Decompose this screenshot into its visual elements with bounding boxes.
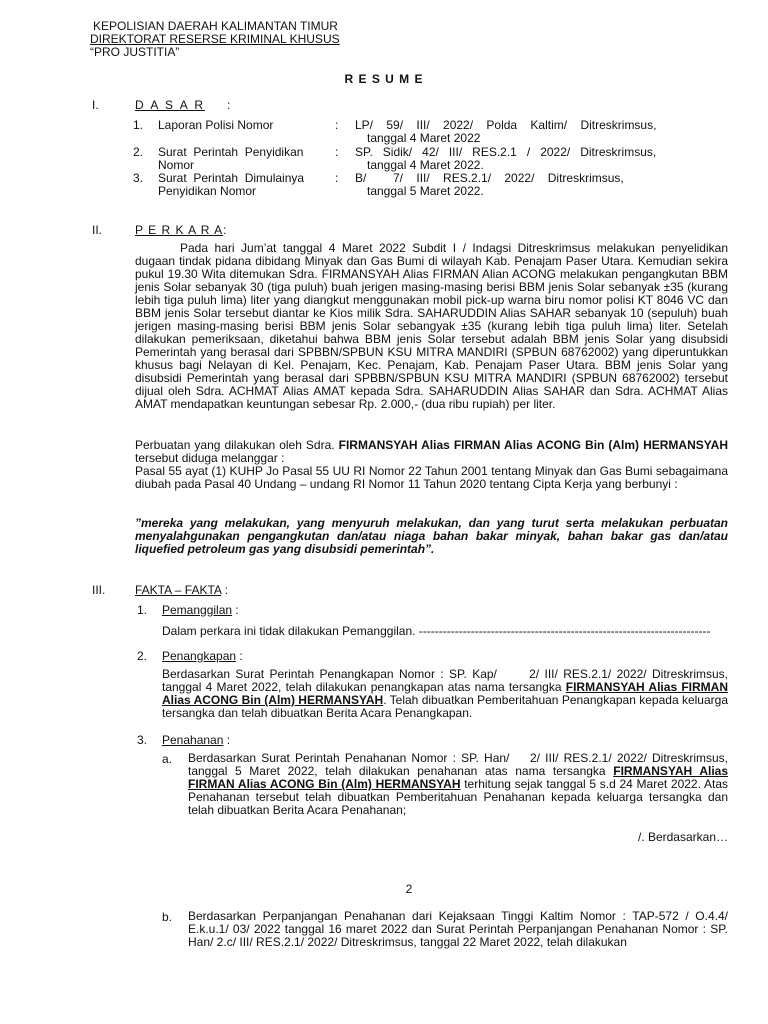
dasar-item-no: 2.: [133, 145, 144, 159]
suspect-name: FIRMANSYAH Alias FIRMAN Alias ACONG Bin (Alm) HERMANSYAH: [338, 438, 728, 452]
fakta-item-1-heading-wrap: [162, 603, 239, 617]
section-3-number: III.: [92, 583, 106, 597]
suspect-name: FIRMANSYAH Alias FIRMAN Alias ACONG Bin (Alm) HERMANSYAH: [188, 764, 729, 791]
penahanan-a-text: [188, 751, 732, 817]
value-line: tanggal 5 Maret 2022.: [367, 184, 484, 198]
label-line: Surat Perintah Penyidikan: [158, 145, 304, 159]
perkara-paragraph-1: Pada hari Jum’at tanggal 4 Maret 2022 Subdit I / Indagsi Ditreskrimsus melakukan penyelidikan dugaan tindak pidana dibidang Minyak dan Gas Bumi di wilayah Kab. Penajam Paser Utara. Kemudian sekira pukul 19.30 Wita ditemukan Sdra. FIRMANSYAH Alias FIRMAN Alian ACONG melakukan pengangkutan BBM jenis Solar sebanyak 30 (tiga puluh) buah jerigen masing-masing berisi BBM jenis Solar sebanyak ±35 (kurang lebih tiga puluh lima) liter yang diangkut menggunakan mobil pick-up warna biru nomor polisi KT 8046 VC dan BBM jenis Solar tersebut diantar ke Kios milik Sdra. SAHARUDDIN Alias SAHAR sebanyak 10 (sepuluh) buah jerigen masing-masing berisi BBM jenis Solar sebangyak ±35 (kurang lebih tiga puluh lima) liter. Setelah dilakukan pemeriksaan, diketahui bahwa BBM jenis Solar tersebut adalah BBM jenis Solar yang disubsidi Pemerintah yang berasal dari SPBBN/SPBUN KSU MITRA MANDIRI (SPBUN 68762002) yang diperuntukkan khusus bagi Nelayan di Kel. Penajam, Kec. Penajam, Kab. Penajam Paser Utara. BBM jenis Solar yang disubsidi Pemerintah yang berasal dari SPBBN/SPBUN KSU MITRA MANDIRI (SPBUN 68762002) tersebut dijual oleh Sdra. ACHMAT Alias AMAT kepada Sdra. SAHARUDDIN Alias SAHAR dan Sdra. ACHMAT Alias AMAT mendapatkan keuntungan sebesar Rp. 2.000,- (dua ribu rupiah) per liter.: [135, 241, 728, 411]
section-3-heading-wrap: [135, 583, 228, 597]
value-line: B/ 7/ III/ RES.2.1/ 2022/ Ditreskrimsus,: [355, 171, 624, 185]
section-2-heading-wrap: [135, 223, 227, 237]
penangkapan-text: [162, 667, 732, 720]
value-line: tanggal 4 Maret 2022: [367, 131, 481, 145]
fakta-item-2-number: 2.: [137, 649, 148, 663]
suspect-name: FIRMANSYAH Alias FIRMAN Alias ACONG Bin (Alm) HERMANSYAH: [162, 680, 728, 707]
fakta-item-2-heading-wrap: [162, 649, 243, 663]
fakta-item-3-number: 3.: [137, 733, 148, 747]
penangkapan-heading: Penangkapan: [162, 649, 237, 663]
legal-quote: ”mereka yang melakukan, yang menyuruh melakukan, dan yang turut serta melakukan perbuatan menyalahgunakan pengangkutan dan/atau niaga bahan bakar minyak, bahan bakar gas dan/atau liquefied petroleum gas yang disubsidi pemerintah”.: [135, 516, 728, 556]
perkara-paragraph-2: [135, 439, 728, 465]
dasar-item-sep: :: [335, 118, 339, 132]
header-line-3: “PRO JUSTITIA”: [90, 45, 180, 59]
penahanan-a-pre: Berdasarkan Surat Perintah Penahanan Nomor : SP. Han/ 2/ III/ RES.2.1/ 2022/ Ditreskrimsus, tanggal 5 Maret 2022, telah dilakukan penahanan atas nama tersangka: [188, 751, 732, 778]
para2-post: tersebut diduga melanggar :: [135, 451, 285, 465]
dasar-item-value: [355, 119, 715, 145]
dasar-item-sep: :: [335, 145, 339, 159]
para2-pre: Perbuatan yang dilakukan oleh Sdra.: [135, 438, 335, 452]
dasar-item-sep: :: [335, 171, 339, 185]
label-line: Surat Perintah Dimulainya: [158, 171, 305, 185]
pemanggilan-colon: :: [235, 603, 239, 617]
pemanggilan-heading: Pemanggilan: [162, 603, 233, 617]
section-3-colon: :: [224, 583, 228, 597]
header-line-2: DIREKTORAT RESERSE KRIMINAL KHUSUS: [90, 32, 340, 46]
penahanan-heading: Penahanan: [162, 733, 224, 747]
page-number: 2: [405, 882, 413, 896]
section-3-heading: FAKTA – FAKTA: [135, 583, 222, 597]
fakta-item-1-number: 1.: [137, 603, 148, 617]
penahanan-colon: :: [226, 733, 231, 747]
pemanggilan-text: Dalam perkara ini tidak dilakukan Pemanggilan. -------------------------------------------------------------------------: [162, 624, 711, 638]
label-line: Penyidikan Nomor: [158, 184, 257, 198]
fakta-item-3-heading-wrap: [162, 733, 230, 747]
dasar-item-label: [158, 172, 328, 198]
section-2-colon: :: [223, 223, 227, 237]
continuation-note: /. Berdasarkan…: [637, 830, 728, 844]
value-line: tanggal 4 Maret 2022.: [367, 158, 484, 172]
value-line: SP. Sidik/ 42/ III/ RES.2.1 / 2022/ Ditreskrimsus,: [355, 145, 657, 159]
section-2-number: II.: [92, 223, 103, 237]
dasar-item-label: Laporan Polisi Nomor: [158, 118, 274, 132]
dasar-item-no: 3.: [133, 171, 144, 185]
penangkapan-post: . Telah dibuatkan Pemberitahuan Penangkapan kepada keluarga tersangka dan telah dibuatkan Berita Acara Penangkapan.: [162, 693, 728, 720]
dasar-item-no: 1.: [133, 118, 144, 132]
perkara-paragraph-3: Pasal 55 ayat (1) KUHP Jo Pasal 55 UU RI Nomor 22 Tahun 2001 tentang Minyak dan Gas Bumi sebagaimana diubah pada Pasal 40 Undang – undang RI Nomor 11 Tahun 2020 tentang Cipta Kerja yang berbunyi :: [135, 464, 728, 491]
penangkapan-pre: Berdasarkan Surat Perintah Penangkapan Nomor : SP. Kap/ 2/ III/ RES.2.1/ 2022/ Ditreskrimsus, tanggal 4 Maret 2022, telah dilakukan penangkapan atas nama tersangka: [162, 667, 732, 694]
section-2-heading: P E R K A R A: [135, 223, 224, 237]
dasar-item-label: [158, 146, 328, 172]
section-1-number: I.: [92, 98, 99, 112]
penahanan-b-number: b.: [162, 910, 173, 924]
label-line: Nomor: [158, 158, 195, 172]
penahanan-a-post: terhitung sejak tanggal 5 s.d 24 Maret 2022. Atas Penahanan tersebut telah dibuatkan Pemberitahuan Penahanan kepada keluarga tersangka dan telah dibuatkan Berita Acara Penahanan;: [188, 777, 728, 817]
section-1-heading: D A S A R: [135, 98, 206, 112]
value-line: LP/ 59/ III/ 2022/ Polda Kaltim/ Ditreskrimsus,: [355, 118, 657, 132]
section-1-colon: :: [227, 98, 231, 112]
header-line-1: KEPOLISIAN DAERAH KALIMANTAN TIMUR: [93, 19, 338, 33]
agency-header: [90, 19, 393, 59]
dasar-item-value: [355, 146, 715, 172]
penahanan-b-text: Berdasarkan Perpanjangan Penahanan dari Kejaksaan Tinggi Kaltim Nomor : TAP-572 / O.4.4/ E.k.u.1/ 03/ 2022 tanggal 16 maret 2022 dan Surat Perintah Perpanjangan Penahanan Nomor : SP. Han/ 2.c/ III/ RES.2.1/ 2022/ Ditreskrimsus, tanggal 22 Maret 2022, telah dilakukan: [188, 909, 728, 949]
document-title: R E S U M E: [344, 72, 424, 86]
penahanan-a-number: a.: [162, 752, 173, 766]
penangkapan-colon: :: [239, 649, 243, 663]
dasar-item-value: [355, 172, 715, 198]
